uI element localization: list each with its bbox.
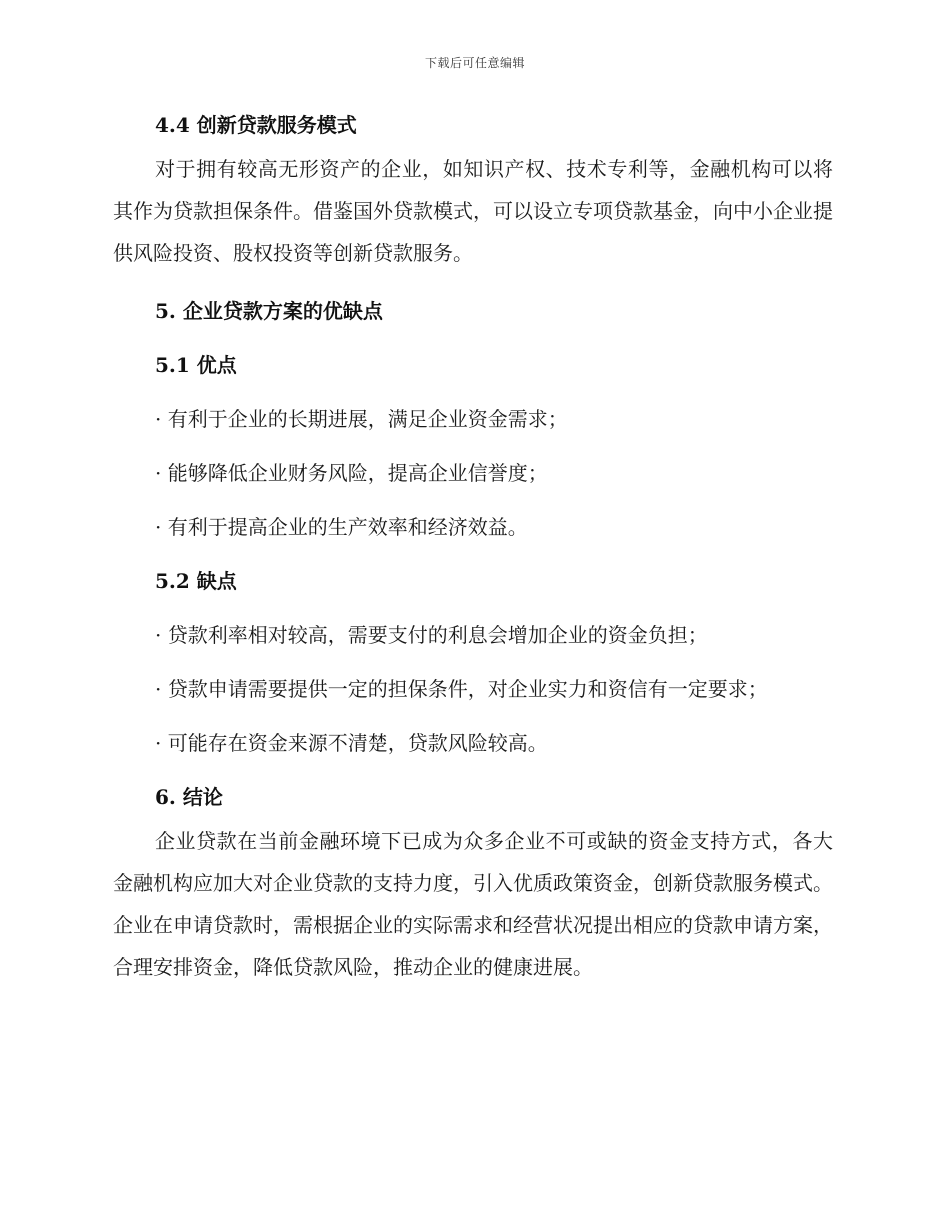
disadvantage-item-1: · 贷款利率相对较高，需要支付的利息会增加企业的资金负担； [155, 623, 708, 647]
advantage-item-2: · 能够降低企业财务风险，提高企业信誉度； [155, 461, 548, 485]
advantage-item-1: · 有利于企业的长期进展，满足企业资金需求； [155, 407, 568, 431]
heading-6: 6. 结论 [155, 785, 223, 809]
paragraph-4-4: 对于拥有较高无形资产的企业，如知识产权、技术专利等，金融机构可以将其作为贷款担保条件。借鉴国外贷款模式，可以设立专项贷款基金，向中小企业提供风险投资、股权投资等创新贷款服务。 [113, 157, 833, 265]
paragraph-6: 企业贷款在当前金融环境下已成为众多企业不可或缺的资金支持方式，各大金融机构应加大对企业贷款的支持力度，引入优质政策资金，创新贷款服务模式。企业在申请贷款时，需根据企业的实际需求和经营状况提出相应的贷款申请方案，合理安排资金，降低贷款风险，推动企业的健康进展。 [113, 829, 833, 979]
disadvantage-item-3: · 可能存在资金来源不清楚，贷款风险较高。 [155, 731, 548, 755]
heading-5-2: 5.2 缺点 [155, 569, 237, 593]
document-body [113, 108, 833, 988]
disadvantage-item-2: · 贷款申请需要提供一定的担保条件，对企业实力和资信有一定要求； [155, 677, 768, 701]
heading-5-1: 5.1 优点 [155, 353, 237, 377]
heading-5: 5. 企业贷款方案的优缺点 [155, 299, 383, 323]
page-header: 下载后可任意编辑 [424, 56, 525, 70]
advantage-item-3: · 有利于提高企业的生产效率和经济效益。 [155, 515, 528, 539]
heading-4-4: 4.4 创新贷款服务模式 [155, 113, 357, 137]
